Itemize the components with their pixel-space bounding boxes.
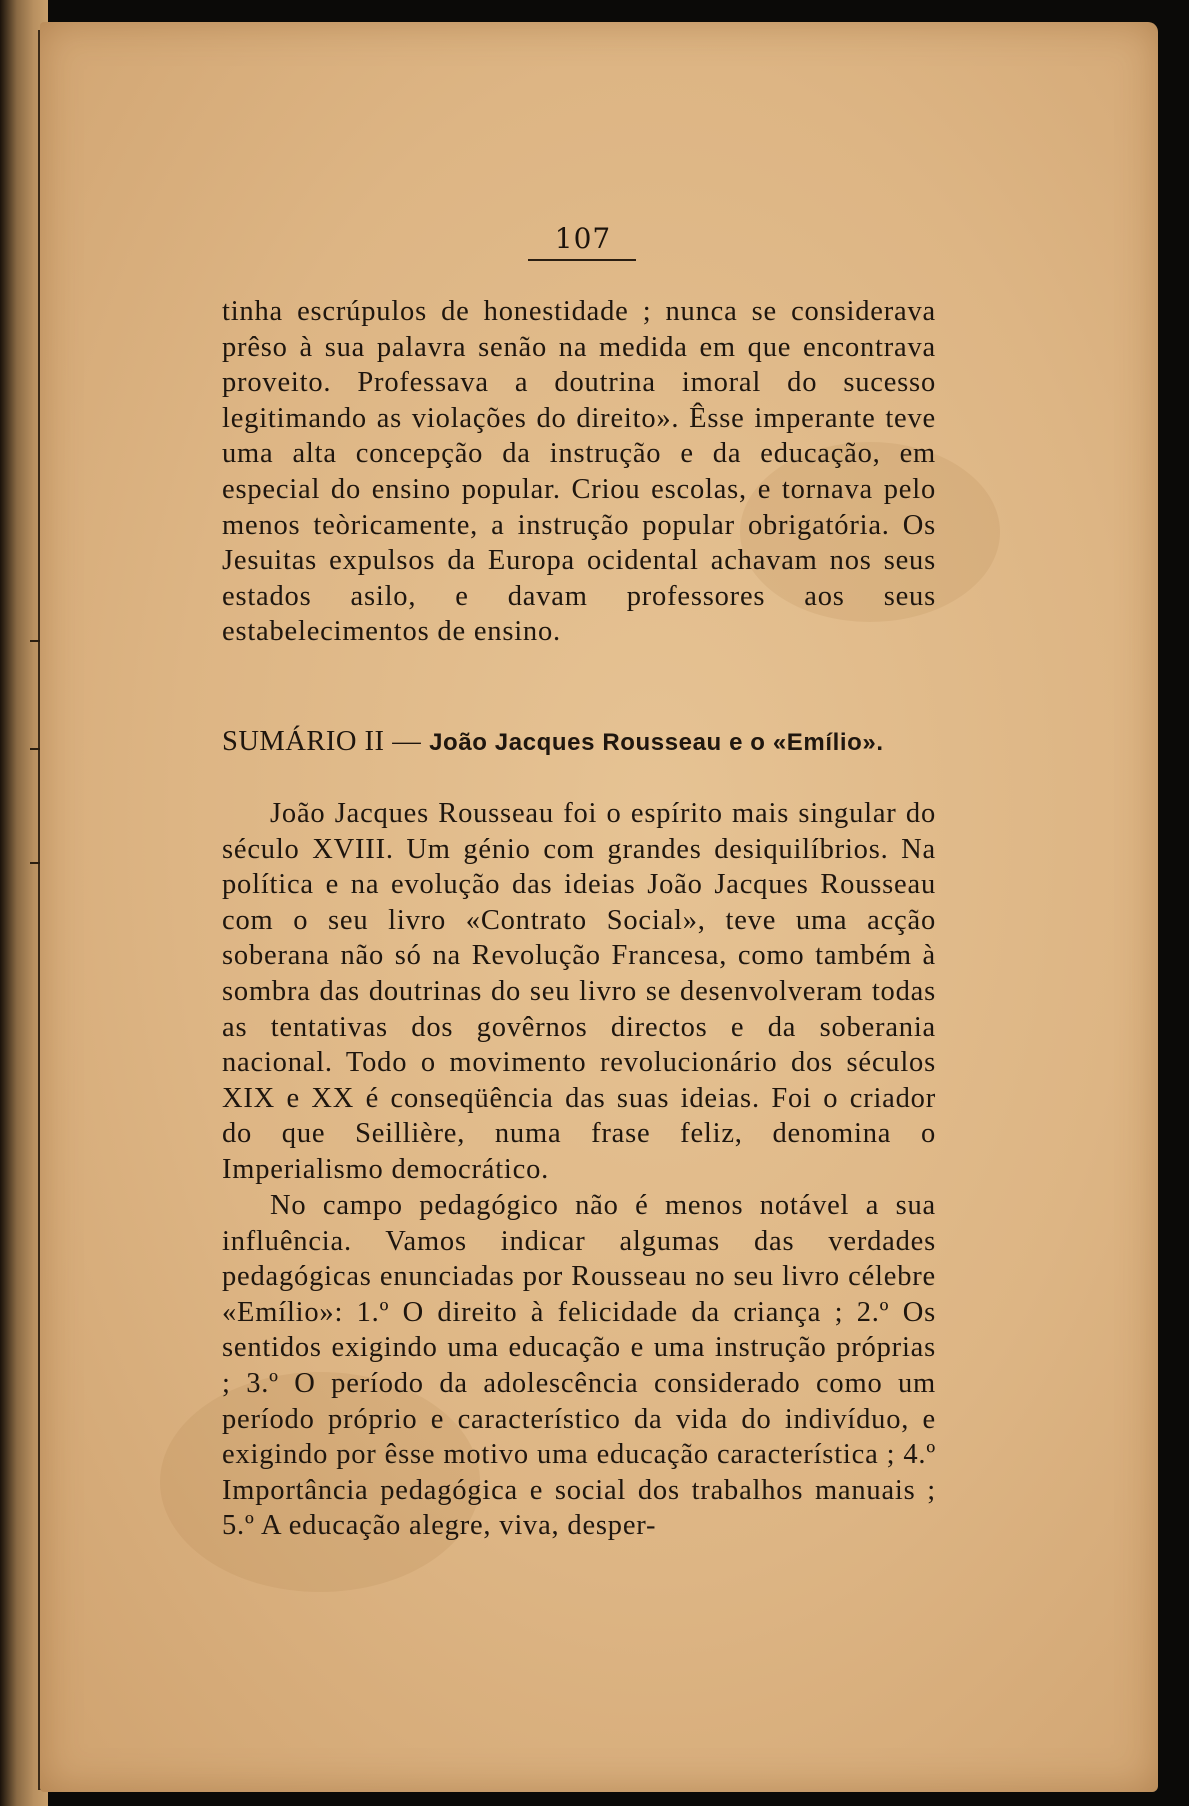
page-number: 107 [554, 222, 612, 255]
page-number-rule [528, 259, 636, 261]
paragraph-1: tinha escrúpulos de honestidade ; nunca se considerava prêso à sua palavra senão na medida em que encontrava proveito. Professava a doutrina imoral do sucesso legitimando as violações do direito». Êsse imperante teve uma alta concepção da instrução e da educação, em especial do ensino popular. Criou escolas, e tornava pelo menos teòricamente, a instrução popular obrigatória. Os Jesuitas expulsos da Europa ocidental achavam nos seus estados asilo, e davam professores aos seus estabelecimentos de ensino. [222, 296, 936, 648]
paragraph-2: João Jacques Rousseau foi o espírito mais singular do século XVIII. Um génio com grandes desiquilíbrios. Na política e na evolução das ideias João Jacques Rousseau com o seu livro «Contrato Social», teve uma acção soberana não só na Revolução Francesa, como também à sombra das doutrinas do seu livro se desenvolveram todas as tentativas dos govêrnos directos e da soberania nacional. Todo o movimento revolucionário dos séculos XIX e XX é conseqüência das suas ideias. Foi o criador do que Seillière, numa frase feliz, denomina o Imperialismo democrático. [222, 798, 936, 1185]
section-heading [222, 726, 942, 758]
section-title: João Jacques Rousseau e o «Emílio». [429, 729, 884, 756]
paragraph-3: No campo pedagógico não é menos notável a sua influência. Vamos indicar algumas das verdades pedagógicas enunciadas por Rousseau no seu livro célebre «Emílio»: 1.º O direito à felicidade da criança ; 2.º Os sentidos exigindo uma educação e uma instrução próprias ; 3.º O período da adolescência considerado como um período próprio e característico da vida do indivíduo, e exigindo por êsse motivo uma educação característica ; 4.º Importância pedagógica e social dos trabalhos manuais ; 5.º A educação alegre, viva, desper- [222, 1190, 936, 1542]
section-label: SUMÁRIO II [222, 726, 385, 757]
section-dash: — [384, 726, 430, 757]
